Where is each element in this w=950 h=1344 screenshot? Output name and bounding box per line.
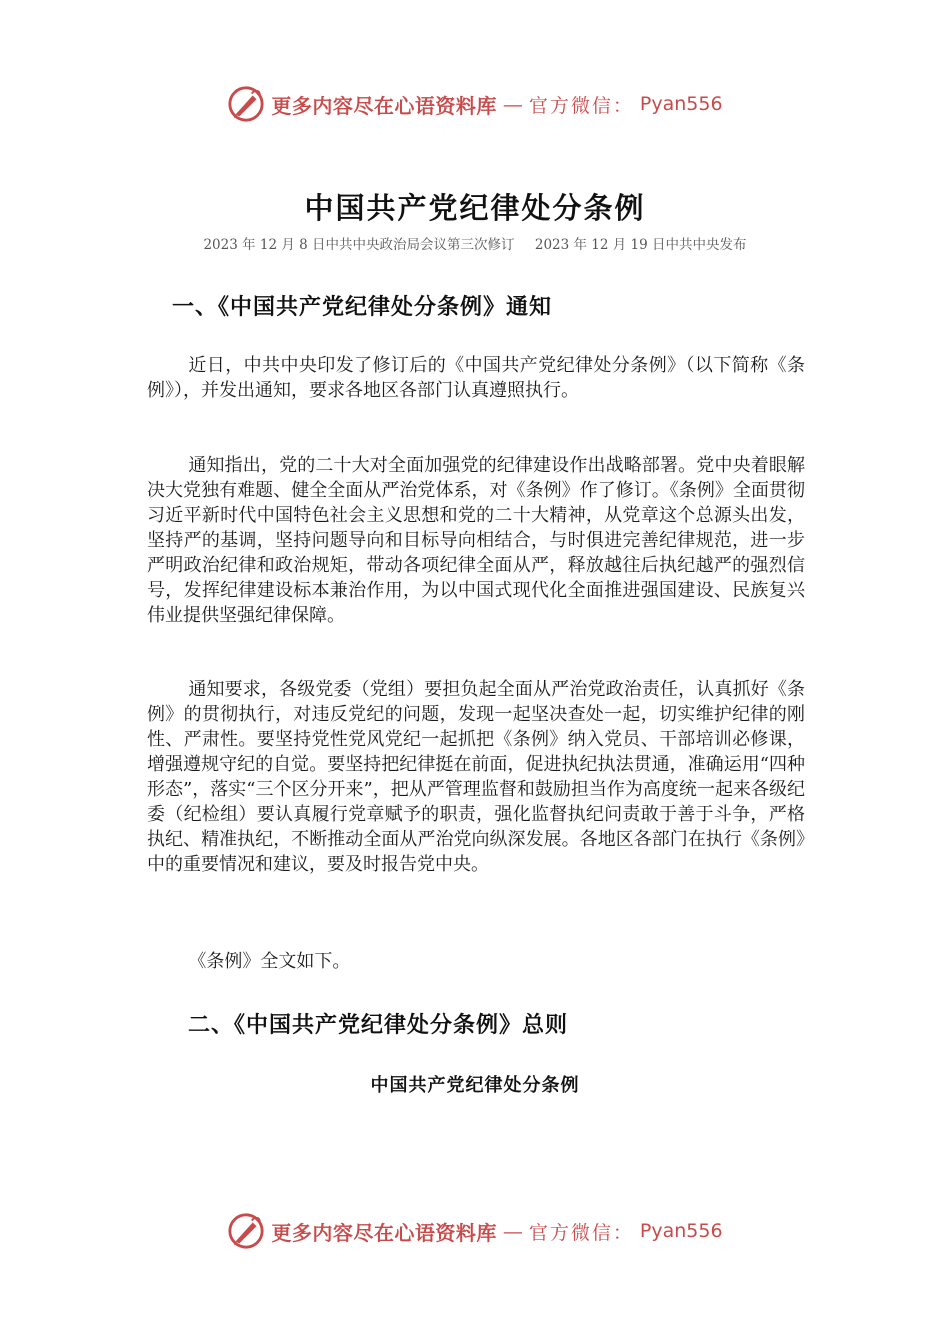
banner-separator: — — [502, 1219, 523, 1243]
banner-label: 官方微信： — [528, 1221, 634, 1244]
paragraph-3: 通知要求，各级党委（党组）要担负起全面从严治党政治责任，认真抓好《条例》的贯彻执行，对违反党纪的问题，发现一起坚决查处一起，切实维护纪律的刚性、严肃性。要坚持党性党风党纪一起抓把《条例》纳入党员、干部培训必修课，增强遵规守纪的自觉。要坚持把纪律挺在前面，促进执纪执法贯通，准确运用“四种形态”，落实“三个区分开来”，把从严管理监督和鼓励担当作为高度统一起来各级纪委（纪检组）要认真履行党章赋予的职责，强化监督执纪问责敢于善于斗争，严格执纪、精准执纪，不断推动全面从严治党向纵深发展。各地区各部门在执行《条例》中的重要情况和建议，要及时报告党中央。 — [147, 679, 805, 875]
banner-wechat-id: Pyan556 — [639, 1220, 723, 1242]
pen-logo-icon — [227, 85, 265, 123]
watermark-banner-bottom — [0, 1209, 950, 1253]
watermark-banner-top — [0, 82, 950, 126]
paragraph-4: 《条例》全文如下。 — [188, 951, 351, 972]
section-2-subheading: 中国共产党纪律处分条例 — [370, 1075, 580, 1096]
section-1-heading: 一、《中国共产党纪律处分条例》通知 — [172, 294, 553, 320]
banner-wechat-id: Pyan556 — [639, 93, 723, 115]
paragraph-1: 近日，中共中央印发了修订后的《中国共产党纪律处分条例》（以下简称《条例》），并发出通知，要求各地区各部门认真遵照执行。 — [147, 355, 805, 401]
document-title: 中国共产党纪律处分条例 — [304, 191, 646, 225]
banner-label: 官方微信： — [528, 94, 634, 117]
subtitle-revision-date: 2023 年 12 月 8 日中共中央政治局会议第三次修订 — [203, 237, 515, 253]
banner-text: 更多内容尽在心语资料库 — [271, 93, 497, 118]
document-subtitle — [0, 233, 950, 253]
pen-logo-icon — [227, 1212, 265, 1250]
section-2-heading: 二、《中国共产党纪律处分条例》总则 — [188, 1012, 569, 1038]
subtitle-publish-date: 2023 年 12 月 19 日中共中央发布 — [534, 237, 747, 253]
banner-separator: — — [502, 92, 523, 116]
banner-text: 更多内容尽在心语资料库 — [271, 1220, 497, 1245]
paragraph-2: 通知指出，党的二十大对全面加强党的纪律建设作出战略部署。党中央着眼解决大党独有难题、健全全面从严治党体系，对《条例》作了修订。《条例》全面贯彻习近平新时代中国特色社会主义思想和党的二十大精神，从党章这个总源头出发，坚持严的基调，坚持问题导向和目标导向相结合，与时俱进完善纪律规范，进一步严明政治纪律和政治规矩，带动各项纪律全面从严，释放越往后执纪越严的强烈信号，发挥纪律建设标本兼治作用，为以中国式现代化全面推进强国建设、民族复兴伟业提供坚强纪律保障。 — [147, 455, 805, 626]
